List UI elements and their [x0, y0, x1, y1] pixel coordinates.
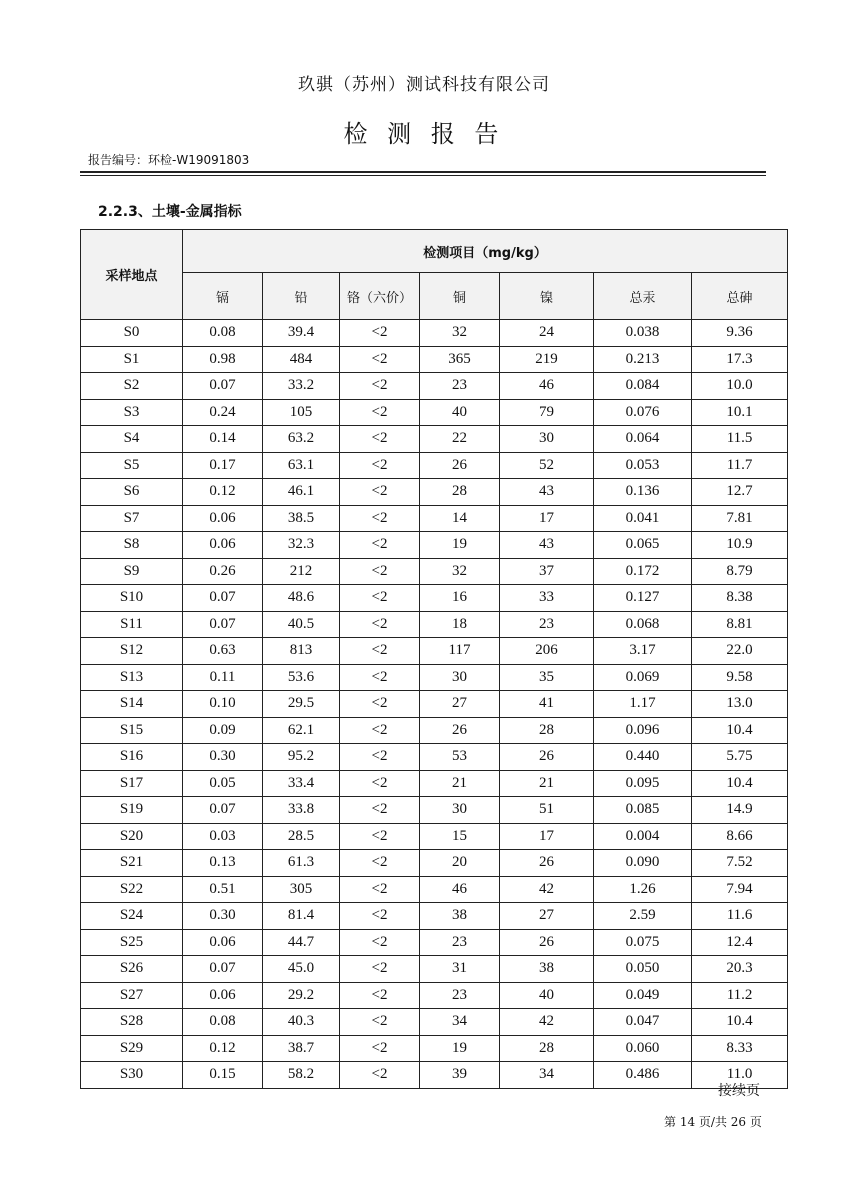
table-row — [81, 558, 788, 585]
value-cell: 0.12 — [183, 1035, 263, 1062]
value-cell: 0.136 — [594, 479, 692, 506]
value-cell: 33 — [500, 585, 594, 612]
value-cell: 19 — [420, 1035, 500, 1062]
value-cell: 11.0 — [692, 1062, 788, 1089]
page-number: 第 14 页/共 26 页 — [664, 1115, 762, 1129]
value-cell: 58.2 — [263, 1062, 340, 1089]
site-header: 采样地点 — [81, 230, 183, 320]
value-cell: 46 — [500, 373, 594, 400]
site-cell: S30 — [81, 1062, 183, 1089]
table-row — [81, 903, 788, 930]
value-cell: 0.069 — [594, 664, 692, 691]
column-header: 镉 — [183, 273, 263, 320]
value-cell: <2 — [340, 399, 420, 426]
site-cell: S15 — [81, 717, 183, 744]
value-cell: 0.24 — [183, 399, 263, 426]
table-row — [81, 373, 788, 400]
value-cell: 8.38 — [692, 585, 788, 612]
value-cell: 38.5 — [263, 505, 340, 532]
section-title: 2.2.3、土壤-金属指标 — [98, 204, 242, 220]
value-cell: 30 — [420, 797, 500, 824]
value-cell: <2 — [340, 770, 420, 797]
value-cell: 0.14 — [183, 426, 263, 453]
site-cell: S12 — [81, 638, 183, 665]
value-cell: 45.0 — [263, 956, 340, 983]
column-header: 总汞 — [594, 273, 692, 320]
value-cell: 46 — [420, 876, 500, 903]
table-row — [81, 505, 788, 532]
table-row — [81, 532, 788, 559]
column-header: 镍 — [500, 273, 594, 320]
value-cell: 81.4 — [263, 903, 340, 930]
value-cell: <2 — [340, 929, 420, 956]
value-cell: <2 — [340, 320, 420, 347]
value-cell: <2 — [340, 505, 420, 532]
value-cell: 0.06 — [183, 532, 263, 559]
value-cell: 29.5 — [263, 691, 340, 718]
site-cell: S8 — [81, 532, 183, 559]
value-cell: 0.06 — [183, 929, 263, 956]
value-cell: 0.213 — [594, 346, 692, 373]
table-row — [81, 982, 788, 1009]
table-row — [81, 1009, 788, 1036]
value-cell: <2 — [340, 373, 420, 400]
site-cell: S27 — [81, 982, 183, 1009]
site-cell: S25 — [81, 929, 183, 956]
value-cell: 17 — [500, 505, 594, 532]
value-cell: 17 — [500, 823, 594, 850]
value-cell: 0.07 — [183, 797, 263, 824]
value-cell: 11.2 — [692, 982, 788, 1009]
value-cell: 0.30 — [183, 903, 263, 930]
value-cell: 0.08 — [183, 1009, 263, 1036]
value-cell: 8.79 — [692, 558, 788, 585]
value-cell: 15 — [420, 823, 500, 850]
site-cell: S29 — [81, 1035, 183, 1062]
value-cell: 27 — [500, 903, 594, 930]
site-cell: S9 — [81, 558, 183, 585]
value-cell: 39.4 — [263, 320, 340, 347]
column-header: 铅 — [263, 273, 340, 320]
value-cell: 12.7 — [692, 479, 788, 506]
value-cell: <2 — [340, 452, 420, 479]
value-cell: 62.1 — [263, 717, 340, 744]
value-cell: 38.7 — [263, 1035, 340, 1062]
value-cell: 37 — [500, 558, 594, 585]
value-cell: <2 — [340, 532, 420, 559]
column-header: 总砷 — [692, 273, 788, 320]
value-cell: 26 — [500, 929, 594, 956]
value-cell: 0.060 — [594, 1035, 692, 1062]
value-cell: 0.004 — [594, 823, 692, 850]
value-cell: 11.7 — [692, 452, 788, 479]
value-cell: 0.98 — [183, 346, 263, 373]
value-cell: 23 — [420, 373, 500, 400]
value-cell: 365 — [420, 346, 500, 373]
table-row — [81, 770, 788, 797]
value-cell: 10.0 — [692, 373, 788, 400]
value-cell: 44.7 — [263, 929, 340, 956]
value-cell: 28 — [500, 717, 594, 744]
value-cell: 17.3 — [692, 346, 788, 373]
value-cell: 30 — [500, 426, 594, 453]
value-cell: 0.07 — [183, 585, 263, 612]
value-cell: 117 — [420, 638, 500, 665]
value-cell: 11.5 — [692, 426, 788, 453]
value-cell: 10.9 — [692, 532, 788, 559]
value-cell: <2 — [340, 956, 420, 983]
site-cell: S7 — [81, 505, 183, 532]
value-cell: 38 — [420, 903, 500, 930]
value-cell: 0.049 — [594, 982, 692, 1009]
value-cell: 33.8 — [263, 797, 340, 824]
value-cell: 26 — [500, 744, 594, 771]
value-cell: 0.090 — [594, 850, 692, 877]
value-cell: 21 — [420, 770, 500, 797]
value-cell: 3.17 — [594, 638, 692, 665]
value-cell: 21 — [500, 770, 594, 797]
value-cell: 0.06 — [183, 982, 263, 1009]
value-cell: 8.33 — [692, 1035, 788, 1062]
value-cell: 42 — [500, 876, 594, 903]
value-cell: 22.0 — [692, 638, 788, 665]
value-cell: 0.172 — [594, 558, 692, 585]
value-cell: <2 — [340, 744, 420, 771]
value-cell: 10.4 — [692, 770, 788, 797]
value-cell: 105 — [263, 399, 340, 426]
value-cell: 10.1 — [692, 399, 788, 426]
value-cell: <2 — [340, 823, 420, 850]
value-cell: 9.58 — [692, 664, 788, 691]
value-cell: 0.15 — [183, 1062, 263, 1089]
table-row — [81, 479, 788, 506]
value-cell: 7.94 — [692, 876, 788, 903]
value-cell: 16 — [420, 585, 500, 612]
site-cell: S19 — [81, 797, 183, 824]
value-cell: <2 — [340, 1062, 420, 1089]
continued-label: 接续页 — [718, 1083, 760, 1099]
value-cell: 40 — [420, 399, 500, 426]
value-cell: <2 — [340, 982, 420, 1009]
value-cell: 40.3 — [263, 1009, 340, 1036]
column-header: 铬（六价） — [340, 273, 420, 320]
value-cell: 813 — [263, 638, 340, 665]
value-cell: 0.064 — [594, 426, 692, 453]
value-cell: 0.07 — [183, 956, 263, 983]
site-cell: S28 — [81, 1009, 183, 1036]
value-cell: 0.075 — [594, 929, 692, 956]
table-row — [81, 929, 788, 956]
value-cell: 0.51 — [183, 876, 263, 903]
table-row — [81, 585, 788, 612]
value-cell: 40 — [500, 982, 594, 1009]
table-row — [81, 717, 788, 744]
site-cell: S2 — [81, 373, 183, 400]
table-row — [81, 399, 788, 426]
value-cell: 305 — [263, 876, 340, 903]
site-cell: S0 — [81, 320, 183, 347]
value-cell: 0.050 — [594, 956, 692, 983]
table-row — [81, 691, 788, 718]
value-cell: 40.5 — [263, 611, 340, 638]
value-cell: 33.4 — [263, 770, 340, 797]
value-cell: 0.12 — [183, 479, 263, 506]
value-cell: 7.52 — [692, 850, 788, 877]
value-cell: 0.06 — [183, 505, 263, 532]
report-number: 报告编号：环检-W19091803 — [88, 153, 250, 167]
value-cell: <2 — [340, 346, 420, 373]
value-cell: <2 — [340, 426, 420, 453]
value-cell: 20.3 — [692, 956, 788, 983]
value-cell: <2 — [340, 585, 420, 612]
table-row — [81, 956, 788, 983]
site-cell: S3 — [81, 399, 183, 426]
value-cell: 23 — [500, 611, 594, 638]
value-cell: 0.065 — [594, 532, 692, 559]
value-cell: 43 — [500, 479, 594, 506]
site-cell: S5 — [81, 452, 183, 479]
value-cell: 0.13 — [183, 850, 263, 877]
value-cell: 0.440 — [594, 744, 692, 771]
site-cell: S10 — [81, 585, 183, 612]
value-cell: 0.053 — [594, 452, 692, 479]
value-cell: 0.03 — [183, 823, 263, 850]
value-cell: 63.2 — [263, 426, 340, 453]
table-row — [81, 346, 788, 373]
value-cell: 0.07 — [183, 611, 263, 638]
value-cell: 26 — [420, 717, 500, 744]
value-cell: 0.08 — [183, 320, 263, 347]
value-cell: <2 — [340, 717, 420, 744]
value-cell: 30 — [420, 664, 500, 691]
column-header: 铜 — [420, 273, 500, 320]
value-cell: 0.127 — [594, 585, 692, 612]
site-cell: S20 — [81, 823, 183, 850]
value-cell: 8.66 — [692, 823, 788, 850]
value-cell: 0.096 — [594, 717, 692, 744]
value-cell: 32 — [420, 320, 500, 347]
value-cell: 0.085 — [594, 797, 692, 824]
site-cell: S22 — [81, 876, 183, 903]
site-cell: S6 — [81, 479, 183, 506]
value-cell: 26 — [500, 850, 594, 877]
site-cell: S24 — [81, 903, 183, 930]
site-cell: S14 — [81, 691, 183, 718]
value-cell: 31 — [420, 956, 500, 983]
value-cell: 7.81 — [692, 505, 788, 532]
table-row — [81, 850, 788, 877]
report-title: 检 测 报 告 — [343, 120, 505, 148]
value-cell: 10.4 — [692, 1009, 788, 1036]
value-cell: 0.11 — [183, 664, 263, 691]
value-cell: <2 — [340, 903, 420, 930]
metals-table — [80, 229, 788, 1089]
header-divider — [80, 171, 766, 173]
value-cell: 13.0 — [692, 691, 788, 718]
value-cell: <2 — [340, 797, 420, 824]
value-cell: 53 — [420, 744, 500, 771]
value-cell: 20 — [420, 850, 500, 877]
value-cell: 27 — [420, 691, 500, 718]
value-cell: 61.3 — [263, 850, 340, 877]
site-cell: S4 — [81, 426, 183, 453]
site-cell: S21 — [81, 850, 183, 877]
value-cell: 0.10 — [183, 691, 263, 718]
value-cell: 34 — [420, 1009, 500, 1036]
value-cell: 8.81 — [692, 611, 788, 638]
value-cell: 0.068 — [594, 611, 692, 638]
value-cell: 95.2 — [263, 744, 340, 771]
table-row — [81, 611, 788, 638]
value-cell: <2 — [340, 664, 420, 691]
value-cell: 18 — [420, 611, 500, 638]
value-cell: 0.486 — [594, 1062, 692, 1089]
value-cell: <2 — [340, 1035, 420, 1062]
group-header: 检测项目（mg/kg） — [183, 230, 788, 273]
value-cell: 34 — [500, 1062, 594, 1089]
table-row — [81, 823, 788, 850]
value-cell: 42 — [500, 1009, 594, 1036]
value-cell: 0.076 — [594, 399, 692, 426]
value-cell: 14.9 — [692, 797, 788, 824]
value-cell: 1.26 — [594, 876, 692, 903]
value-cell: 32.3 — [263, 532, 340, 559]
value-cell: 19 — [420, 532, 500, 559]
value-cell: 0.09 — [183, 717, 263, 744]
value-cell: 0.05 — [183, 770, 263, 797]
table-row — [81, 1035, 788, 1062]
table-row — [81, 797, 788, 824]
value-cell: <2 — [340, 611, 420, 638]
value-cell: <2 — [340, 638, 420, 665]
table-row — [81, 320, 788, 347]
value-cell: 52 — [500, 452, 594, 479]
value-cell: 29.2 — [263, 982, 340, 1009]
table-row — [81, 1062, 788, 1089]
value-cell: 206 — [500, 638, 594, 665]
value-cell: 219 — [500, 346, 594, 373]
value-cell: <2 — [340, 479, 420, 506]
table-row — [81, 426, 788, 453]
value-cell: 0.038 — [594, 320, 692, 347]
header-divider-thin — [80, 175, 766, 176]
site-cell: S11 — [81, 611, 183, 638]
company-name: 玖骐（苏州）测试科技有限公司 — [298, 75, 550, 95]
value-cell: 0.07 — [183, 373, 263, 400]
site-cell: S1 — [81, 346, 183, 373]
site-cell: S17 — [81, 770, 183, 797]
value-cell: 9.36 — [692, 320, 788, 347]
value-cell: 33.2 — [263, 373, 340, 400]
table-row — [81, 744, 788, 771]
table-row — [81, 876, 788, 903]
value-cell: 484 — [263, 346, 340, 373]
value-cell: 51 — [500, 797, 594, 824]
value-cell: 0.17 — [183, 452, 263, 479]
value-cell: 0.047 — [594, 1009, 692, 1036]
value-cell: 26 — [420, 452, 500, 479]
table-row — [81, 638, 788, 665]
value-cell: 12.4 — [692, 929, 788, 956]
value-cell: 53.6 — [263, 664, 340, 691]
value-cell: 5.75 — [692, 744, 788, 771]
site-cell: S16 — [81, 744, 183, 771]
value-cell: 212 — [263, 558, 340, 585]
value-cell: 63.1 — [263, 452, 340, 479]
value-cell: 24 — [500, 320, 594, 347]
value-cell: 11.6 — [692, 903, 788, 930]
value-cell: 43 — [500, 532, 594, 559]
value-cell: 0.084 — [594, 373, 692, 400]
value-cell: <2 — [340, 558, 420, 585]
value-cell: 48.6 — [263, 585, 340, 612]
value-cell: 23 — [420, 929, 500, 956]
site-cell: S13 — [81, 664, 183, 691]
value-cell: 79 — [500, 399, 594, 426]
value-cell: <2 — [340, 876, 420, 903]
value-cell: 41 — [500, 691, 594, 718]
value-cell: <2 — [340, 850, 420, 877]
value-cell: 22 — [420, 426, 500, 453]
value-cell: 46.1 — [263, 479, 340, 506]
table-row — [81, 664, 788, 691]
value-cell: 28.5 — [263, 823, 340, 850]
value-cell: 0.63 — [183, 638, 263, 665]
value-cell: 38 — [500, 956, 594, 983]
value-cell: 0.30 — [183, 744, 263, 771]
value-cell: 39 — [420, 1062, 500, 1089]
value-cell: 10.4 — [692, 717, 788, 744]
value-cell: <2 — [340, 1009, 420, 1036]
value-cell: 28 — [420, 479, 500, 506]
value-cell: 32 — [420, 558, 500, 585]
value-cell: 14 — [420, 505, 500, 532]
value-cell: 28 — [500, 1035, 594, 1062]
value-cell: 23 — [420, 982, 500, 1009]
value-cell: 0.041 — [594, 505, 692, 532]
table-row — [81, 452, 788, 479]
site-cell: S26 — [81, 956, 183, 983]
value-cell: 1.17 — [594, 691, 692, 718]
value-cell: 0.095 — [594, 770, 692, 797]
value-cell: 2.59 — [594, 903, 692, 930]
value-cell: 35 — [500, 664, 594, 691]
value-cell: 0.26 — [183, 558, 263, 585]
value-cell: <2 — [340, 691, 420, 718]
